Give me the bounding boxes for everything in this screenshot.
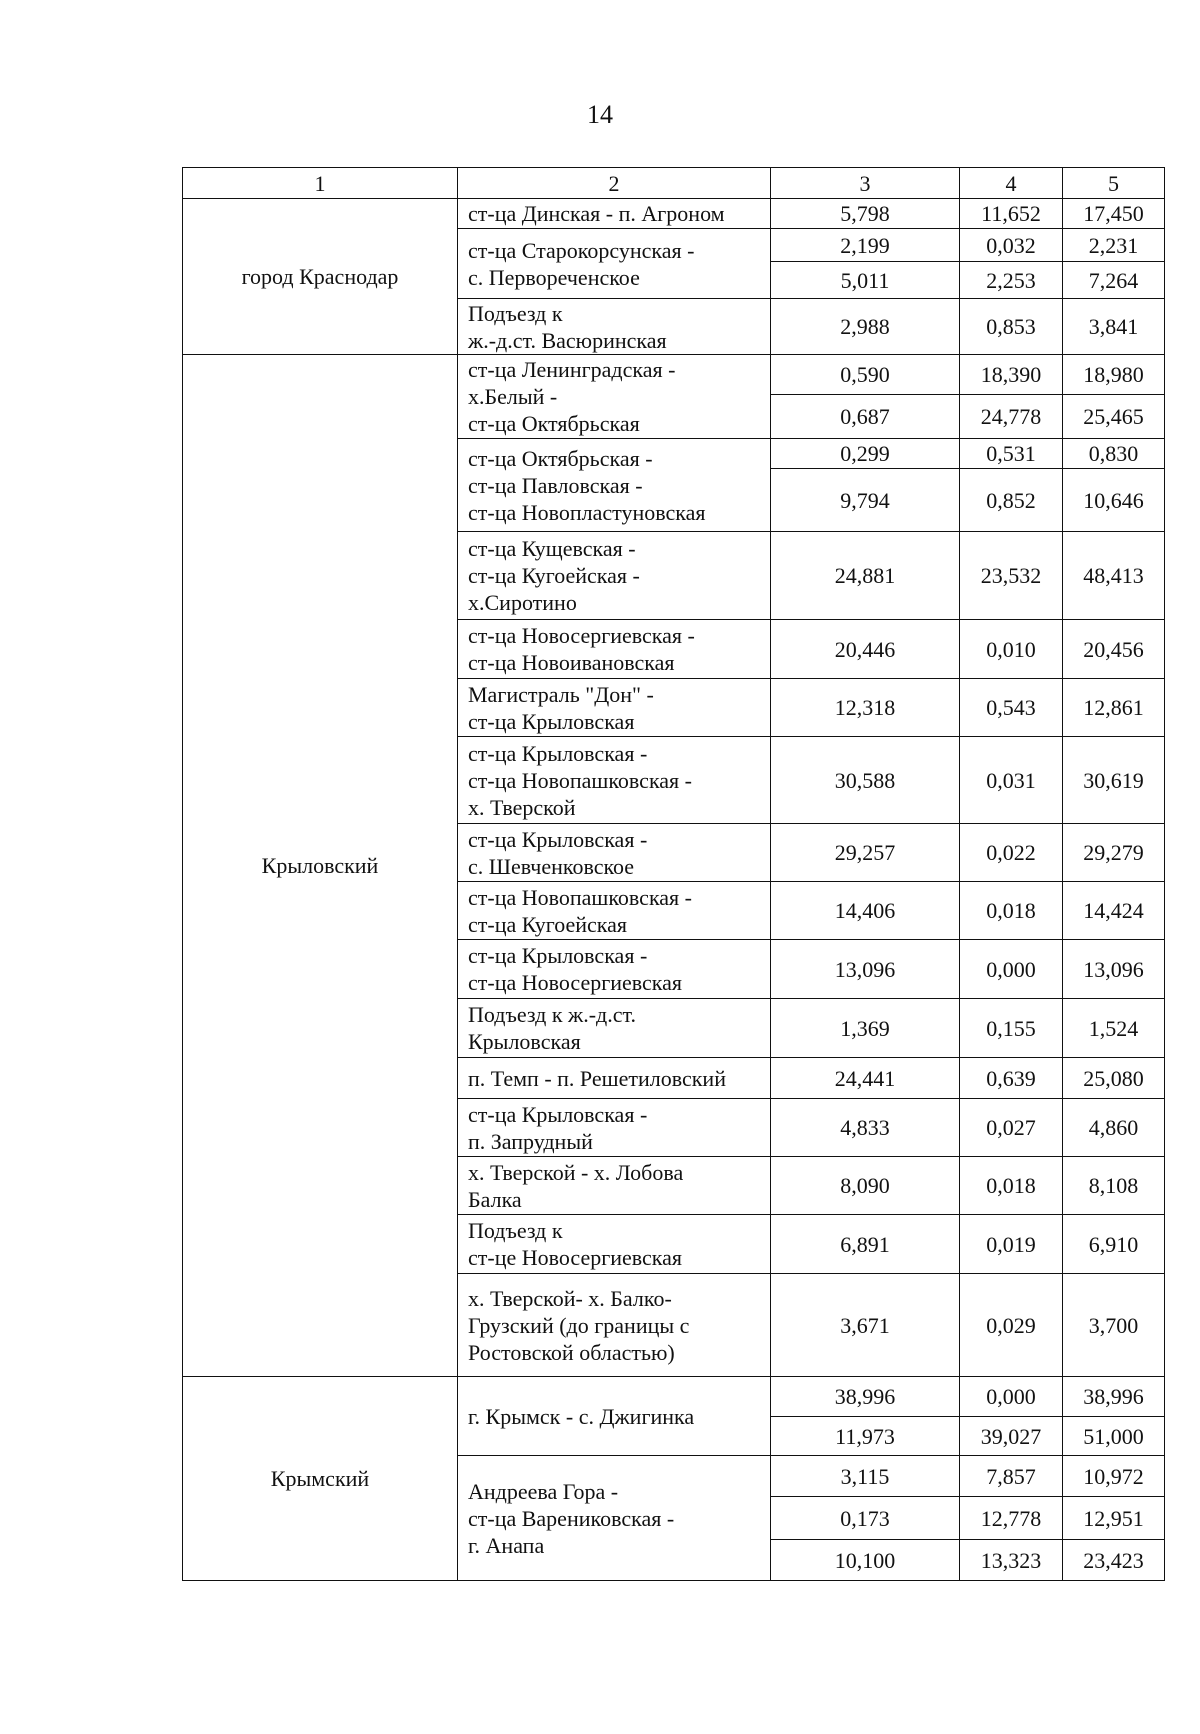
road-line: ст-ца Новоивановская <box>468 650 675 675</box>
value-col3: 2,988 <box>771 299 960 355</box>
value-col3: 5,011 <box>771 262 960 299</box>
road-line: ст-ца Кущевская - <box>468 536 636 561</box>
road-name <box>458 737 771 824</box>
road-name <box>458 1456 771 1581</box>
road-name <box>458 999 771 1058</box>
road-line: ст-ца Варениковская - <box>468 1505 675 1531</box>
road-name <box>458 229 771 299</box>
column-header: 5 <box>1063 168 1165 199</box>
value-col3: 6,891 <box>771 1215 960 1274</box>
road-line: Грузский (до границы с <box>468 1312 690 1338</box>
value-col3: 29,257 <box>771 824 960 882</box>
value-col3: 4,833 <box>771 1099 960 1157</box>
value-col4: 0,000 <box>960 940 1063 999</box>
value-col3: 10,100 <box>771 1540 960 1581</box>
value-col5: 25,465 <box>1063 395 1165 439</box>
value-col5: 30,619 <box>1063 737 1165 824</box>
value-col3: 3,115 <box>771 1456 960 1497</box>
value-col5: 51,000 <box>1063 1417 1165 1456</box>
value-col5: 0,830 <box>1063 439 1165 469</box>
value-col5: 4,860 <box>1063 1099 1165 1157</box>
value-col4: 0,027 <box>960 1099 1063 1157</box>
road-line: Крыловская <box>468 1029 581 1054</box>
road-line: х.Сиротино <box>468 590 577 615</box>
value-col4: 0,639 <box>960 1058 1063 1099</box>
value-col5: 8,108 <box>1063 1157 1165 1215</box>
value-col3: 24,441 <box>771 1058 960 1099</box>
value-col4: 0,029 <box>960 1274 1063 1377</box>
district-name: Крымский <box>183 1377 458 1581</box>
column-header: 1 <box>183 168 458 199</box>
value-col3: 14,406 <box>771 882 960 940</box>
road-line: ст-ца Крыловская - <box>468 943 648 968</box>
road-name <box>458 1274 771 1377</box>
value-col4: 13,323 <box>960 1540 1063 1581</box>
value-col5: 3,841 <box>1063 299 1165 355</box>
value-col4: 0,018 <box>960 1157 1063 1215</box>
value-col5: 7,264 <box>1063 262 1165 299</box>
road-line: г. Крымск - с. Джигинка <box>468 1403 695 1429</box>
table-header-row <box>183 168 1165 199</box>
district-name: Крыловский <box>183 355 458 1377</box>
value-col4: 24,778 <box>960 395 1063 439</box>
value-col5: 29,279 <box>1063 824 1165 882</box>
road-name <box>458 532 771 620</box>
road-name <box>458 199 771 229</box>
value-col3: 38,996 <box>771 1377 960 1417</box>
value-col3: 8,090 <box>771 1157 960 1215</box>
road-name <box>458 1215 771 1274</box>
value-col4: 7,857 <box>960 1456 1063 1497</box>
road-line: х.Белый - <box>468 384 558 409</box>
value-col5: 12,951 <box>1063 1497 1165 1540</box>
road-name <box>458 679 771 737</box>
value-col5: 6,910 <box>1063 1215 1165 1274</box>
road-name <box>458 299 771 355</box>
value-col5: 2,231 <box>1063 229 1165 262</box>
value-col3: 24,881 <box>771 532 960 620</box>
road-line: ст-ца Кугоейская - <box>468 563 640 588</box>
value-col4: 0,031 <box>960 737 1063 824</box>
value-col5: 38,996 <box>1063 1377 1165 1417</box>
value-col5: 13,096 <box>1063 940 1165 999</box>
value-col3: 12,318 <box>771 679 960 737</box>
value-col4: 0,543 <box>960 679 1063 737</box>
road-line: х. Тверской- х. Балко- <box>468 1285 672 1311</box>
value-col5: 1,524 <box>1063 999 1165 1058</box>
value-col5: 17,450 <box>1063 199 1165 229</box>
value-col5: 12,861 <box>1063 679 1165 737</box>
value-col4: 18,390 <box>960 355 1063 395</box>
road-line: ст-ца Старокорсунская - <box>468 237 695 263</box>
value-col5: 10,646 <box>1063 469 1165 532</box>
column-header: 4 <box>960 168 1063 199</box>
road-name <box>458 1157 771 1215</box>
value-col3: 0,173 <box>771 1497 960 1540</box>
road-line: с. Первореченское <box>468 264 640 290</box>
road-line: Подъезд к <box>468 1218 563 1243</box>
value-col4: 0,531 <box>960 439 1063 469</box>
road-name <box>458 882 771 940</box>
road-line: ж.-д.ст. Васюринская <box>468 327 667 353</box>
road-name <box>458 940 771 999</box>
value-col4: 23,532 <box>960 532 1063 620</box>
value-col5: 20,456 <box>1063 620 1165 679</box>
table-row <box>183 199 1165 229</box>
value-col4: 0,022 <box>960 824 1063 882</box>
value-col5: 23,423 <box>1063 1540 1165 1581</box>
road-line: ст-ца Октябрьская <box>468 411 640 436</box>
table-row <box>183 355 1165 395</box>
value-col3: 13,096 <box>771 940 960 999</box>
column-header: 2 <box>458 168 771 199</box>
road-name <box>458 824 771 882</box>
value-col5: 18,980 <box>1063 355 1165 395</box>
road-line: Ростовской областью) <box>468 1339 675 1365</box>
page-number: 14 <box>587 100 613 129</box>
road-line: Подъезд к ж.-д.ст. <box>468 1002 636 1027</box>
road-line: ст-ца Новосергиевская - <box>468 623 695 648</box>
road-name <box>458 1099 771 1157</box>
road-line: Андреева Гора - <box>468 1478 619 1504</box>
district-name: город Краснодар <box>183 199 458 355</box>
value-col4: 0,155 <box>960 999 1063 1058</box>
road-name <box>458 439 771 532</box>
value-col3: 20,446 <box>771 620 960 679</box>
road-line: ст-ца Крыловская - <box>468 826 648 852</box>
road-name <box>458 355 771 439</box>
value-col3: 9,794 <box>771 469 960 532</box>
value-col3: 0,687 <box>771 395 960 439</box>
value-col5: 25,080 <box>1063 1058 1165 1099</box>
value-col3: 0,590 <box>771 355 960 395</box>
value-col4: 11,652 <box>960 199 1063 229</box>
road-line: п. Запрудный <box>468 1128 593 1154</box>
road-line: ст-ца Ленинградская - <box>468 357 676 382</box>
value-col4: 12,778 <box>960 1497 1063 1540</box>
road-line: х. Тверской <box>468 794 576 820</box>
value-col5: 14,424 <box>1063 882 1165 940</box>
road-name <box>458 1377 771 1456</box>
road-line: ст-ца Кугоейская <box>468 911 628 937</box>
road-name <box>458 1058 771 1099</box>
table-row <box>183 1377 1165 1417</box>
road-line: ст-ца Павловская - <box>468 472 643 498</box>
road-line: ст-ца Крыловская - <box>468 1101 648 1127</box>
road-line: Магистраль "Дон" - <box>468 681 654 707</box>
value-col3: 30,588 <box>771 737 960 824</box>
road-line: ст-ца Крыловская - <box>468 740 648 766</box>
value-col3: 1,369 <box>771 999 960 1058</box>
road-line: п. Темп - п. Решетиловский <box>468 1065 726 1091</box>
road-line: ст-ца Новосергиевская <box>468 970 683 995</box>
road-line: Балка <box>468 1186 522 1212</box>
value-col4: 0,853 <box>960 299 1063 355</box>
value-col3: 2,199 <box>771 229 960 262</box>
road-table <box>182 167 1165 1581</box>
road-line: Подъезд к <box>468 300 563 326</box>
road-name <box>458 620 771 679</box>
road-line: ст-ца Новопашковская - <box>468 884 693 910</box>
value-col3: 0,299 <box>771 439 960 469</box>
road-line: х. Тверской - х. Лобова <box>468 1159 684 1185</box>
value-col4: 2,253 <box>960 262 1063 299</box>
road-line: ст-ца Крыловская <box>468 708 635 734</box>
road-line: ст-ца Новопашковская - <box>468 767 693 793</box>
value-col5: 10,972 <box>1063 1456 1165 1497</box>
road-line: ст-ца Новопластуновская <box>468 499 706 525</box>
value-col4: 0,032 <box>960 229 1063 262</box>
road-line: с. Шевченковское <box>468 853 635 879</box>
road-line: ст-ца Динская - п. Агроном <box>468 201 725 226</box>
road-line: г. Анапа <box>468 1532 545 1558</box>
value-col3: 5,798 <box>771 199 960 229</box>
value-col4: 0,019 <box>960 1215 1063 1274</box>
value-col5: 3,700 <box>1063 1274 1165 1377</box>
road-line: ст-це Новосергиевская <box>468 1245 683 1270</box>
value-col4: 0,852 <box>960 469 1063 532</box>
column-header: 3 <box>771 168 960 199</box>
value-col4: 39,027 <box>960 1417 1063 1456</box>
road-line: ст-ца Октябрьская - <box>468 445 653 471</box>
value-col5: 48,413 <box>1063 532 1165 620</box>
value-col3: 3,671 <box>771 1274 960 1377</box>
value-col4: 0,010 <box>960 620 1063 679</box>
value-col4: 0,000 <box>960 1377 1063 1417</box>
value-col3: 11,973 <box>771 1417 960 1456</box>
value-col4: 0,018 <box>960 882 1063 940</box>
